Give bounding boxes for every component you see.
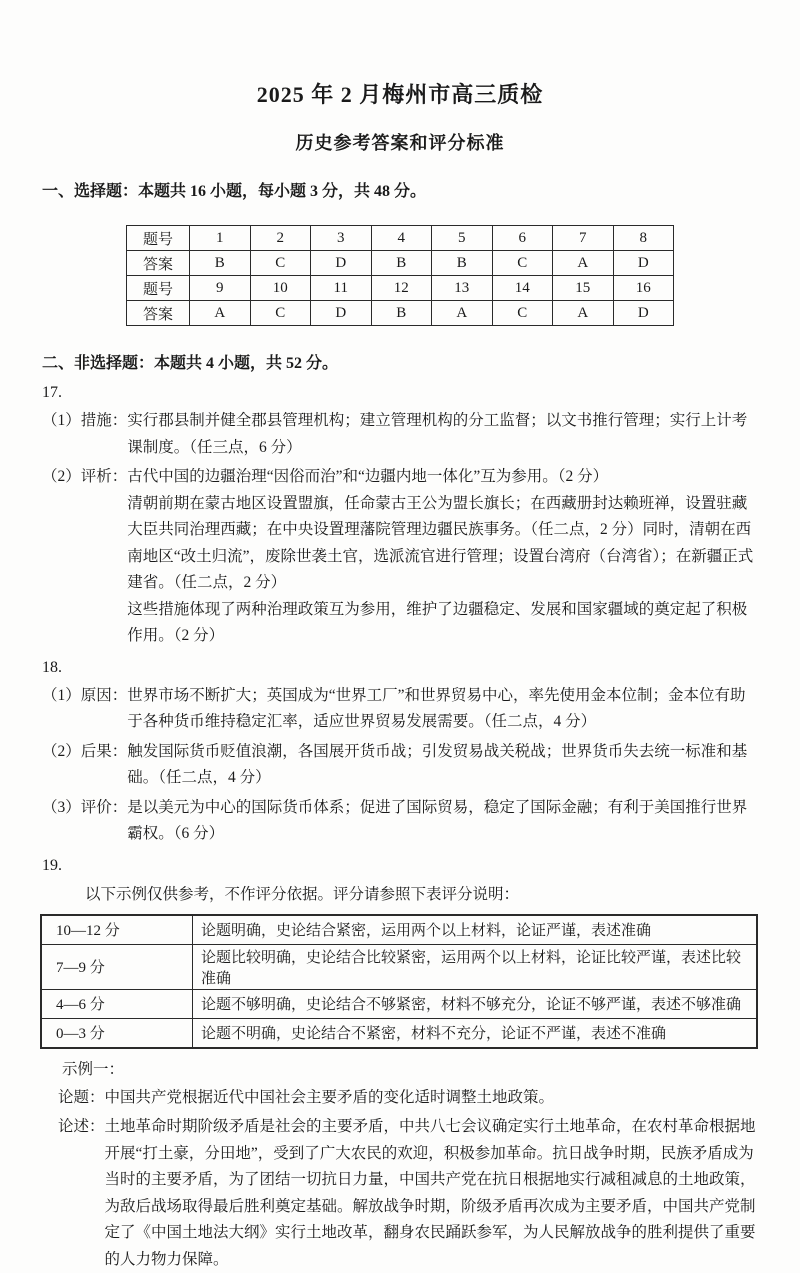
q19-thesis: [58, 1085, 758, 1112]
answer-cell: D: [613, 251, 674, 276]
question-number-cell: 4: [371, 226, 432, 251]
q19-intro: 以下示例仅供参考，不作评分依据。评分请参照下表评分说明：: [85, 885, 520, 903]
question-number-cell: 16: [613, 276, 674, 301]
question-number-cell: 5: [432, 226, 493, 251]
question-number-cell: 6: [492, 226, 553, 251]
rubric-score-range: 10—12 分: [41, 915, 193, 945]
answer-cell: C: [492, 301, 553, 326]
q19-discussion-text: 土地革命时期阶级矛盾是社会的主要矛盾，中共八七会议确定实行土地革命，在农村革命根据地开展“打土豪，分田地”，受到了广大农民的欢迎，积极参加革命。抗日战争时期，民族矛盾成为当时的主要矛盾，为了团结一切抗日力量，中国共产党在抗日根据地实行减租减息的土地政策，为敌后战场取得最后胜利奠定基础。解放战争时期，阶级矛盾再次成为主要矛盾，中国共产党制定了《中国土地法大纲》实行土地改革，翻身农民踊跃参军，为人民解放战争的胜利提供了重要的人力物力保障。: [104, 1118, 756, 1268]
q18-item-3: [42, 795, 756, 848]
answer-cell: C: [492, 251, 553, 276]
row-label: 题号: [127, 226, 190, 251]
rubric-score-range: 0—3 分: [41, 1018, 193, 1048]
q19-discussion-label: 论述：: [58, 1118, 105, 1135]
question-number-cell: 9: [190, 276, 251, 301]
choice-section-heading: 一、选择题：本题共 16 小题，每小题 3 分，共 48 分。: [42, 183, 427, 200]
answer-cell: D: [311, 301, 372, 326]
rubric-score-range: 4—6 分: [41, 989, 193, 1018]
table-row: [127, 251, 674, 276]
rubric-description: 论题明确，史论结合紧密，运用两个以上材料，论证严谨，表述准确: [193, 915, 758, 945]
row-label: 题号: [127, 276, 190, 301]
rubric-row: [41, 989, 757, 1018]
q17-item-1-label: （1）措施：: [42, 412, 128, 429]
document-subtitle: 历史参考答案和评分标准: [295, 133, 505, 153]
answer-cell: A: [432, 301, 493, 326]
q17-item-2-label: （2）评析：: [42, 468, 128, 485]
q18-item-2-label: （2）后果：: [42, 742, 128, 760]
q17-item-2-para-1: 古代中国的边疆治理“因俗而治”和“边疆内地一体化”互为参用。（2 分）: [127, 468, 609, 485]
q18-item-3-text: 是以美元为中心的国际货币体系；促进了国际贸易，稳定了国际金融；有利于美国推行世界霸权。（6 分）: [127, 798, 748, 842]
answer-cell: D: [311, 251, 372, 276]
question-number-cell: 14: [492, 276, 553, 301]
rubric-row: [41, 1018, 757, 1048]
answer-cell: B: [371, 301, 432, 326]
question-number-cell: 10: [250, 276, 311, 301]
answer-cell: A: [553, 301, 614, 326]
document-title: 2025 年 2 月梅州市高三质检: [256, 82, 544, 107]
question-number-cell: 1: [190, 226, 251, 251]
question-number-cell: 15: [553, 276, 614, 301]
scoring-rubric-table: [40, 914, 758, 1049]
table-row: [127, 301, 674, 326]
answer-cell: B: [432, 251, 493, 276]
q18-item-1-label: （1）原因：: [42, 686, 128, 704]
answer-cell: A: [553, 251, 614, 276]
q17-item-2-text: [127, 464, 756, 650]
example-1-label: 示例一：: [62, 1060, 125, 1078]
q18-item-1: [42, 683, 756, 736]
answer-cell: D: [613, 301, 674, 326]
q19-thesis-text: 中国共产党根据近代中国社会主要矛盾的变化适时调整土地政策。: [104, 1088, 555, 1106]
question-19-number: 19.: [42, 856, 62, 874]
question-number-cell: 11: [311, 276, 372, 301]
question-number-cell: 12: [371, 276, 432, 301]
answer-cell: A: [190, 301, 251, 326]
answer-cell: C: [250, 251, 311, 276]
answer-cell: B: [190, 251, 251, 276]
answer-cell: C: [250, 301, 311, 326]
q18-item-1-text: 世界市场不断扩大；英国成为“世界工厂”和世界贸易中心，率先使用金本位制；金本位有助于各种货币维持稳定汇率，适应世界贸易发展需要。（任二点，4 分）: [127, 686, 746, 730]
rubric-description: 论题不明确，史论结合不紧密，材料不充分，论证不严谨，表述不准确: [193, 1018, 758, 1048]
question-number-cell: 2: [250, 226, 311, 251]
rubric-description: 论题比较明确，史论结合比较紧密，运用两个以上材料，论证比较严谨，表述比较准确: [193, 944, 758, 989]
q17-item-1-text: 实行郡县制并健全郡县管理机构；建立管理机构的分工监督；以文书推行管理；实行上计考课制度。（任三点，6 分）: [127, 412, 748, 456]
essay-section-heading: 二、非选择题：本题共 4 小题，共 52 分。: [42, 355, 339, 372]
q17-item-2-para-3: 这些措施体现了两种治理政策互为参用，维护了边疆稳定、发展和国家疆域的奠定起了积极作用。（2 分）: [127, 600, 748, 644]
answer-cell: B: [371, 251, 432, 276]
q18-item-2-text: 触发国际货币贬值浪潮，各国展开货币战；引发贸易战关税战；世界货币失去统一标准和基础。（任二点，4 分）: [127, 742, 748, 786]
question-number-cell: 13: [432, 276, 493, 301]
table-row: [127, 276, 674, 301]
rubric-row: [41, 944, 757, 989]
q17-item-2-para-2: 清朝前期在蒙古地区设置盟旗，任命蒙古王公为盟长旗长；在西藏册封达赖班禅，设置驻藏大臣共同治理西藏；在中央设置理藩院管理边疆民族事务。（任二点，2 分）同时，清朝在西南地区“改土归流”，废除世袭土官，选派流官进行管理；设置台湾府（台湾省）；在新疆正式建省。（任二点，2 分）: [127, 494, 754, 591]
question-17-number: 17.: [42, 384, 62, 401]
rubric-description: 论题不够明确，史论结合不够紧密，材料不够充分，论证不够严谨，表述不够准确: [193, 989, 758, 1018]
question-number-cell: 8: [613, 226, 674, 251]
q18-item-2: [42, 739, 756, 792]
row-label: 答案: [127, 251, 190, 276]
table-row: [127, 226, 674, 251]
rubric-score-range: 7—9 分: [41, 944, 193, 989]
question-number-cell: 7: [553, 226, 614, 251]
q18-item-3-label: （3）评价：: [42, 798, 128, 816]
question-number-cell: 3: [311, 226, 372, 251]
rubric-row: [41, 915, 757, 945]
q19-discussion: [58, 1114, 758, 1273]
q17-item-2: [42, 464, 756, 650]
row-label: 答案: [127, 301, 190, 326]
answer-table: [126, 225, 674, 326]
q17-item-1: [42, 408, 756, 461]
question-18-number: 18.: [42, 658, 62, 676]
q19-thesis-label: 论题：: [58, 1088, 105, 1106]
